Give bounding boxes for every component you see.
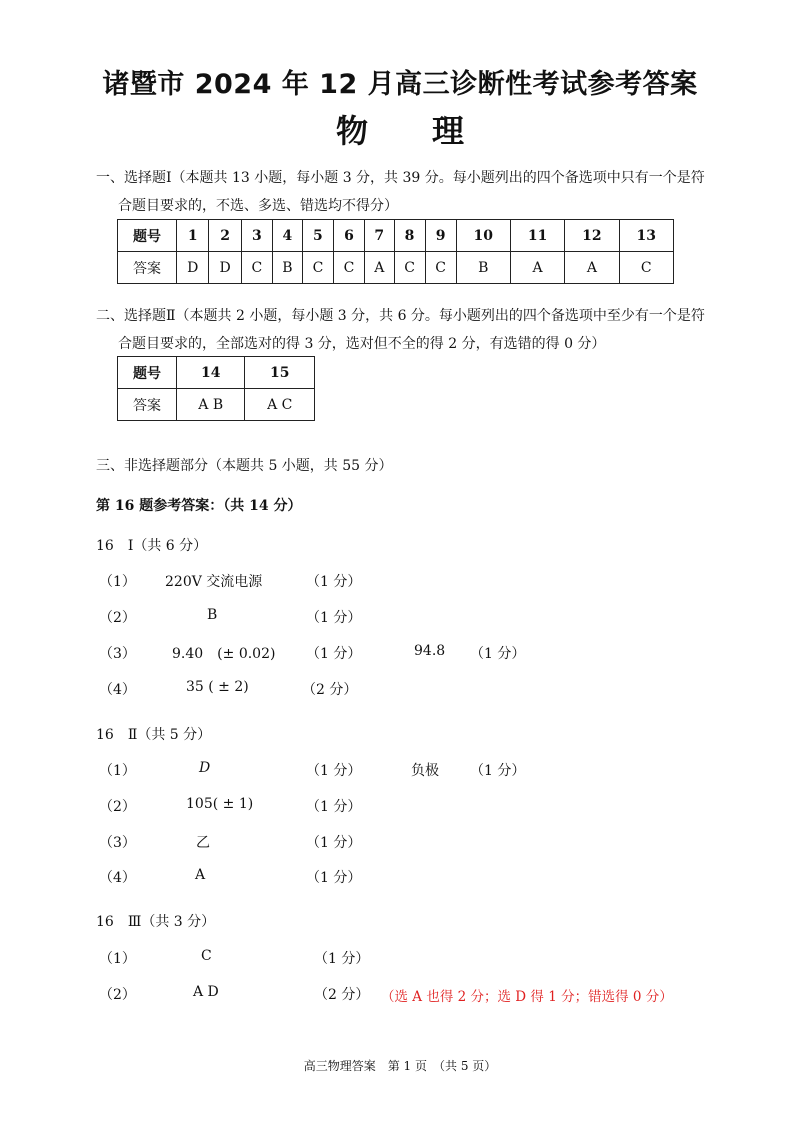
subject-title <box>0 106 800 152</box>
table-cell-number: 11 <box>510 220 564 252</box>
section1-instructions-line1: 一、选择题Ⅰ（本题共 13 小题，每小题 3 分，共 39 分。每小题列出的四个备选项中只有一个是符 <box>96 170 705 186</box>
row-number: （2） <box>99 799 136 815</box>
table-cell-number: 10 <box>456 220 510 252</box>
section3-heading: 三、非选择题部分（本题共 5 小题，共 55 分） <box>96 458 393 474</box>
table-cell-answer: A <box>565 252 619 284</box>
table-row-numbers <box>118 357 315 389</box>
row-answer: 220V 交流电源 <box>165 574 263 590</box>
table-cell-label: 题号 <box>118 357 177 389</box>
table-cell-number: 4 <box>272 220 302 252</box>
row-answer: 9.40 (± 0.02) <box>172 646 276 662</box>
table-cell-label: 题号 <box>118 220 177 252</box>
row-score: （1 分） <box>306 835 362 851</box>
row-score: （1 分） <box>306 610 362 626</box>
row-score-2: （1 分） <box>470 763 526 779</box>
section1-instructions-line2: 合题目要求的，不选、多选、错选均不得分） <box>118 198 398 214</box>
row-number: （2） <box>99 987 136 1003</box>
table-cell-number: 8 <box>394 220 425 252</box>
table-cell-answer: D <box>177 252 209 284</box>
row-answer-2: 94.8 <box>414 643 446 659</box>
subject-char: 物 <box>335 112 368 150</box>
section2-answer-table <box>117 356 315 421</box>
section2-instructions-line2: 合题目要求的，全部选对的得 3 分，选对但不全的得 2 分，有选错的得 0 分） <box>118 336 606 352</box>
row-number: （4） <box>99 682 136 698</box>
part3-heading: 16 Ⅲ（共 3 分） <box>96 914 216 930</box>
table-cell-answer: C <box>333 252 364 284</box>
row-number: （1） <box>99 763 136 779</box>
table-cell-number: 14 <box>177 357 245 389</box>
table-cell-label: 答案 <box>118 252 177 284</box>
table-row-numbers <box>118 220 674 252</box>
q16-heading: 第 16 题参考答案：（共 14 分） <box>96 498 302 514</box>
table-cell-number: 7 <box>365 220 395 252</box>
table-cell-answer: C <box>394 252 425 284</box>
row-score: （2 分） <box>302 682 358 698</box>
table-cell-answer: A C <box>245 389 315 421</box>
row-answer-2: 负极 <box>411 763 439 779</box>
row-answer: C <box>201 948 212 964</box>
row-answer: 乙 <box>196 835 210 851</box>
row-number: （3） <box>99 646 136 662</box>
table-cell-answer: A <box>365 252 395 284</box>
table-cell-number: 2 <box>209 220 241 252</box>
subject-char: 理 <box>432 112 465 150</box>
row-answer: B <box>207 607 218 623</box>
part1-heading: 16 Ⅰ（共 6 分） <box>96 538 208 554</box>
table-cell-number: 5 <box>302 220 333 252</box>
row-number: （4） <box>99 870 136 886</box>
row-answer: A D <box>193 984 219 1000</box>
row-number: （2） <box>99 610 136 626</box>
section1-answer-table <box>117 219 674 284</box>
table-cell-answer: C <box>241 252 272 284</box>
row-score: （1 分） <box>306 646 362 662</box>
table-cell-number: 12 <box>565 220 619 252</box>
section2-instructions-line1: 二、选择题Ⅱ（本题共 2 小题，每小题 3 分，共 6 分。每小题列出的四个备选项中至少有一个是符 <box>96 308 705 324</box>
row-answer: 105( ± 1) <box>186 796 254 812</box>
row-score: （1 分） <box>306 799 362 815</box>
row-number: （3） <box>99 835 136 851</box>
row-score-2: （1 分） <box>470 646 526 662</box>
row-score: （1 分） <box>306 763 362 779</box>
table-cell-number: 9 <box>425 220 456 252</box>
row-score: （1 分） <box>314 951 370 967</box>
table-cell-number: 3 <box>241 220 272 252</box>
row-score: （1 分） <box>306 574 362 590</box>
table-cell-label: 答案 <box>118 389 177 421</box>
table-row-answers <box>118 389 315 421</box>
table-cell-answer: A B <box>177 389 245 421</box>
row-score: （2 分） <box>314 987 370 1003</box>
row-answer: D <box>199 760 211 776</box>
table-cell-number: 15 <box>245 357 315 389</box>
page-footer: 高三物理答案 第 1 页 （共 5 页） <box>303 1059 497 1073</box>
table-cell-answer: C <box>302 252 333 284</box>
scoring-note: （选 A 也得 2 分；选 D 得 1 分；错选得 0 分） <box>381 989 673 1005</box>
part2-heading: 16 Ⅱ（共 5 分） <box>96 727 212 743</box>
row-score: （1 分） <box>306 870 362 886</box>
row-number: （1） <box>99 951 136 967</box>
table-cell-answer: B <box>272 252 302 284</box>
table-cell-answer: C <box>619 252 673 284</box>
table-cell-answer: C <box>425 252 456 284</box>
table-cell-number: 6 <box>333 220 364 252</box>
table-row-answers <box>118 252 674 284</box>
page-title: 诸暨市 2024 年 12 月高三诊断性考试参考答案 <box>102 69 698 100</box>
table-cell-number: 13 <box>619 220 673 252</box>
table-cell-number: 1 <box>177 220 209 252</box>
table-cell-answer: A <box>510 252 564 284</box>
row-answer: A <box>195 867 206 883</box>
row-answer: 35 ( ± 2) <box>186 679 249 695</box>
row-number: （1） <box>99 574 136 590</box>
table-cell-answer: B <box>456 252 510 284</box>
table-cell-answer: D <box>209 252 241 284</box>
